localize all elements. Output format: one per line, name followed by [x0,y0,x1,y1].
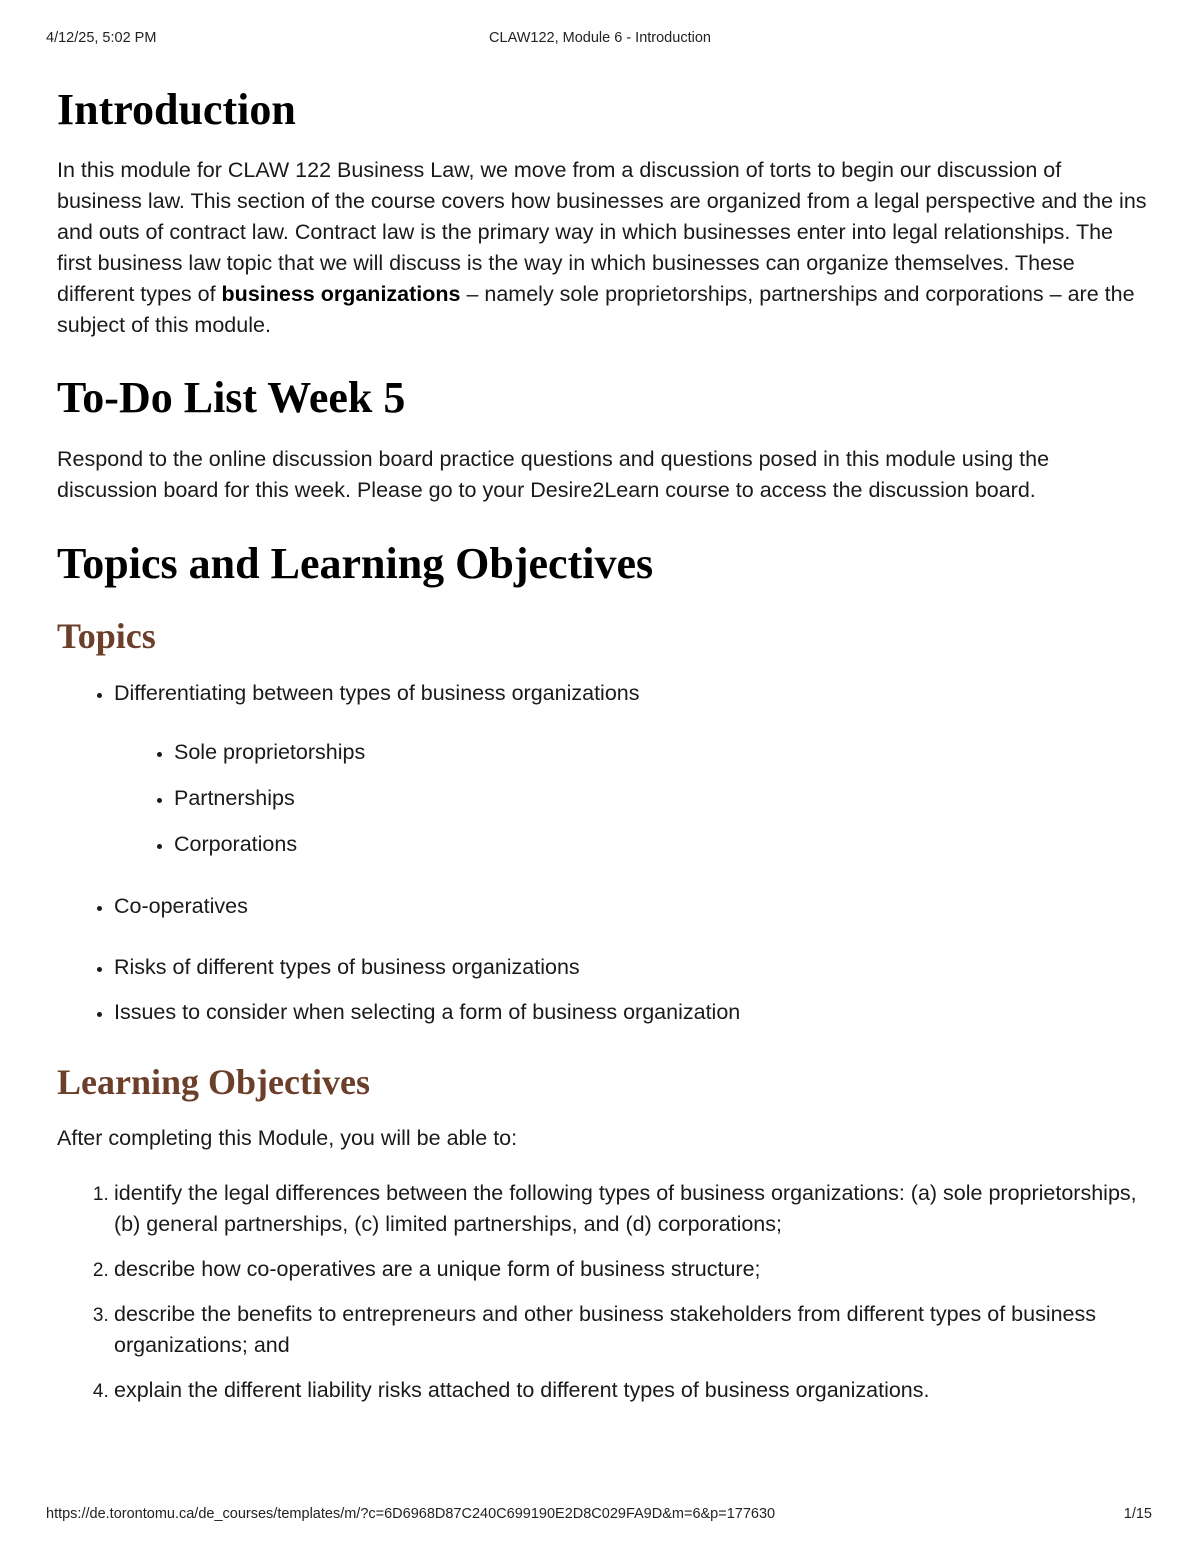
page-number: 1/15 [1123,1506,1152,1522]
learning-objectives-list [57,1178,1147,1406]
topic-sub-list [114,737,1147,860]
topic-sub-item: • Partnerships [174,783,1147,814]
topic-sub-item: • Sole proprietorships [174,737,1147,768]
introduction-text-start: In this module for CLAW 122 Business Law, we move from a discussion of torts to begin our discussion of business law. This section of the course covers how businesses are organized from a legal perspective and the ins and outs of contract law. Contract law is the primary way in which businesses enter into legal relationships. The first business law topic that we will discuss is the way in which businesses can organize themselves. These different types of [57,158,1147,307]
todo-heading: To-Do List Week 5 [57,373,406,423]
todo-paragraph: Respond to the online discussion board practice questions and questions posed in this module using the discussion board for this week. Please go to your Desire2Learn course to access the discussion board. [57,446,1050,502]
topic-item [114,678,1147,860]
print-date: 4/12/25, 5:02 PM [46,30,157,46]
topic-sub-item: • Corporations [174,829,1147,860]
introduction-heading: Introduction [57,85,296,134]
objective-item: 3. describe the benefits to entrepreneurs and other business stakeholders from different types of business organizations; and [114,1299,1147,1361]
topics-objectives-heading: Topics and Learning Objectives [57,538,654,588]
topic-item: • Issues to consider when selecting a form of business organization [114,997,1147,1028]
topic-label: Differentiating between types of business organizations [114,680,640,705]
business-organizations-term: business organizations [221,282,461,307]
learning-objectives-intro: After completing this Module, you will be able to: [57,1126,518,1151]
introduction-paragraph [57,155,1147,341]
page-content [57,80,1147,1406]
introduction-text-end: – namely sole proprietorships, partnerships and corporations – are the subject of this module. [57,282,1135,338]
objective-item: 1. identify the legal differences between the following types of business organizations: (a) sole proprietorships, (b) general partnerships, (c) limited partnerships, and (d) corporations; [114,1178,1147,1240]
objective-item: 4. explain the different liability risks attached to different types of business organizations. [114,1375,1147,1406]
topic-item: • Co-operatives [114,891,1147,922]
topic-item: • Risks of different types of business organizations [114,952,1147,983]
page-url: https://de.torontomu.ca/de_courses/templates/m/?c=6D6968D87C240C699190E2D8C029FA9D&m=6&p=177630 [46,1506,776,1522]
topics-list [57,678,1147,1028]
print-footer [0,1506,1200,1524]
print-document-title: CLAW122, Module 6 - Introduction [489,30,711,46]
topics-heading: Topics [57,616,156,657]
learning-objectives-heading: Learning Objectives [57,1061,370,1102]
print-header [0,30,1200,48]
objective-item: 2. describe how co-operatives are a unique form of business structure; [114,1254,1147,1285]
